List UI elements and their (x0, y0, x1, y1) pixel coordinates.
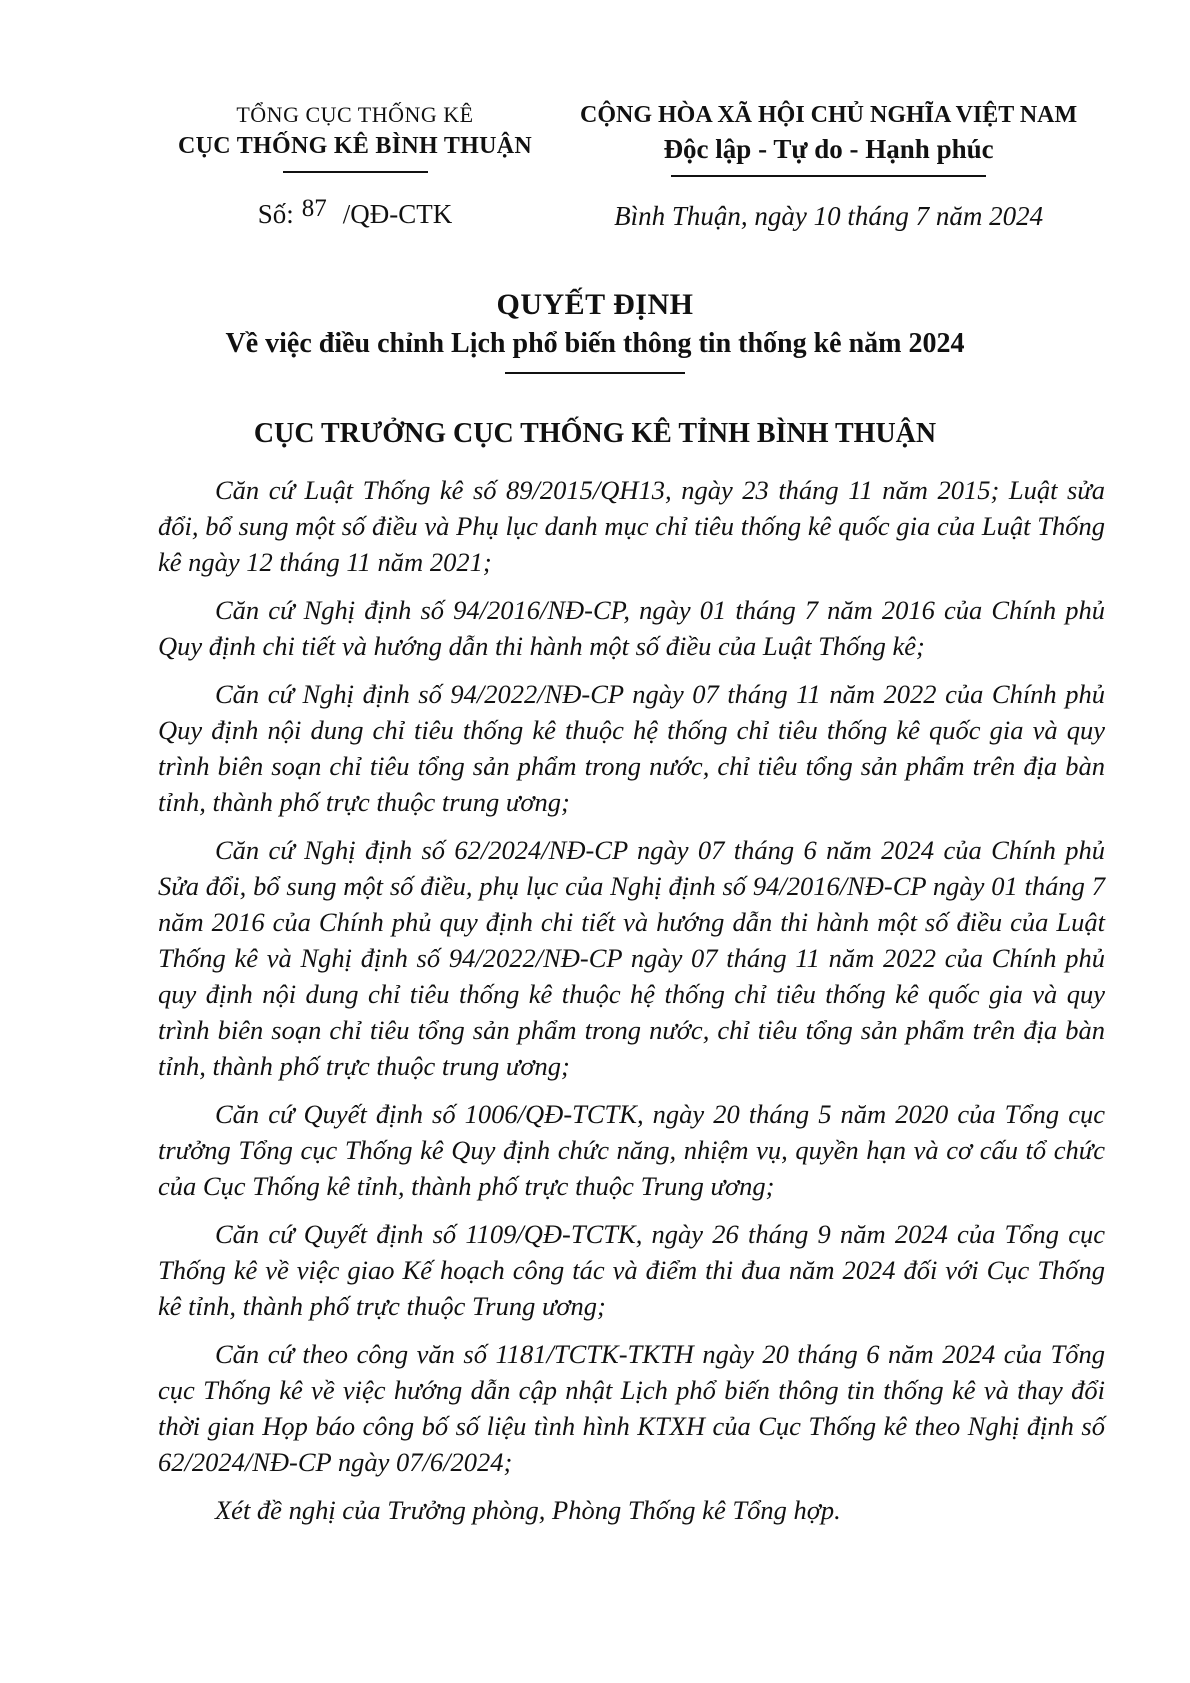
preamble-paragraph: Căn cứ Nghị định số 94/2022/NĐ-CP ngày 07 tháng 11 năm 2022 của Chính phủ Quy định nội dung chỉ tiêu thống kê thuộc hệ thống chỉ tiêu thống kê quốc gia và quy trình biên soạn chỉ tiêu tổng sản phẩm trong nước, chỉ tiêu tổng sản phẩm trên địa bàn tỉnh, thành phố trực thuộc trung ương; (158, 679, 1105, 817)
title-block (0, 285, 1190, 374)
document-header (0, 0, 1190, 233)
decision-title: QUYẾT ĐỊNH (496, 288, 694, 321)
document-number-suffix: /QĐ-CTK (342, 199, 453, 229)
document-number (140, 197, 570, 233)
agency-underline (283, 171, 428, 173)
authority-title: CỤC TRƯỞNG CỤC THỐNG KÊ TỈNH BÌNH THUẬN (253, 418, 937, 449)
subject-underline (505, 372, 685, 374)
document-number-label: Số: (257, 199, 294, 229)
parent-agency-name: TỔNG CỤC THỐNG KÊ (236, 102, 474, 127)
agency-name: CỤC THỐNG KÊ BÌNH THUẬN (177, 133, 533, 159)
national-motto: Độc lập - Tự do - Hạnh phúc (663, 134, 994, 164)
preamble-paragraph: Căn cứ Quyết định số 1109/QĐ-TCTK, ngày 26 tháng 9 năm 2024 của Tổng cục Thống kê về việc giao Kế hoạch công tác và điểm thi đua năm 2024 đối với Cục Thống kê tỉnh, thành phố trực thuộc Trung ương; (158, 1219, 1105, 1321)
issuing-agency-block (140, 100, 570, 233)
motto-underline (671, 175, 986, 177)
preamble-paragraph: Căn cứ Luật Thống kê số 89/2015/QH13, ngày 23 tháng 11 năm 2015; Luật sửa đổi, bổ sung một số điều và Phụ lục danh mục chỉ tiêu thống kê quốc gia của Luật Thống kê ngày 12 tháng 11 năm 2021; (158, 475, 1105, 577)
preamble-paragraph: Căn cứ Nghị định số 94/2016/NĐ-CP, ngày 01 tháng 7 năm 2016 của Chính phủ Quy định chi tiết và hướng dẫn thi hành một số điều của Luật Thống kê; (158, 595, 1105, 661)
national-title: CỘNG HÒA XÃ HỘI CHỦ NGHĨA VIỆT NAM (580, 102, 1078, 128)
national-header-block (580, 100, 1077, 233)
preamble-paragraph: Căn cứ Nghị định số 62/2024/NĐ-CP ngày 07 tháng 6 năm 2024 của Chính phủ Sửa đổi, bổ sung một số điều, phụ lục của Nghị định số 94/2016/NĐ-CP ngày 01 tháng 7 năm 2016 của Chính phủ quy định chi tiết và hướng dẫn thi hành một số điều của Luật Thống kê và Nghị định số 94/2022/NĐ-CP ngày 07 tháng 11 năm 2022 của Chính phủ quy định nội dung chỉ tiêu thống kê thuộc hệ thống chỉ tiêu thống kê quốc gia và quy trình biên soạn chỉ tiêu tổng sản phẩm trong nước, chỉ tiêu tổng sản phẩm trên địa bàn tỉnh, thành phố trực thuộc trung ương; (158, 835, 1105, 1081)
preamble (158, 472, 1105, 1528)
decision-subject: Về việc điều chỉnh Lịch phổ biến thông tin thống kê năm 2024 (225, 328, 965, 359)
preamble-closing-paragraph: Xét đề nghị của Trưởng phòng, Phòng Thống kê Tổng hợp. (215, 1495, 841, 1525)
preamble-paragraph: Căn cứ theo công văn số 1181/TCTK-TKTH ngày 20 tháng 6 năm 2024 của Tổng cục Thống kê về việc hướng dẫn cập nhật Lịch phổ biến thông tin thống kê và thay đổi thời gian Họp báo công bố số liệu tình hình KTXH của Cục Thống kê theo Nghị định số 62/2024/NĐ-CP ngày 07/6/2024; (158, 1339, 1105, 1477)
document-number-value: 87 (301, 195, 327, 222)
preamble-paragraph: Căn cứ Quyết định số 1006/QĐ-TCTK, ngày 20 tháng 5 năm 2020 của Tổng cục trưởng Tổng cục Thống kê Quy định chức năng, nhiệm vụ, quyền hạn và cơ cấu tổ chức của Cục Thống kê tỉnh, thành phố trực thuộc Trung ương; (158, 1099, 1105, 1201)
place-and-date: Bình Thuận, ngày 10 tháng 7 năm 2024 (614, 201, 1044, 231)
